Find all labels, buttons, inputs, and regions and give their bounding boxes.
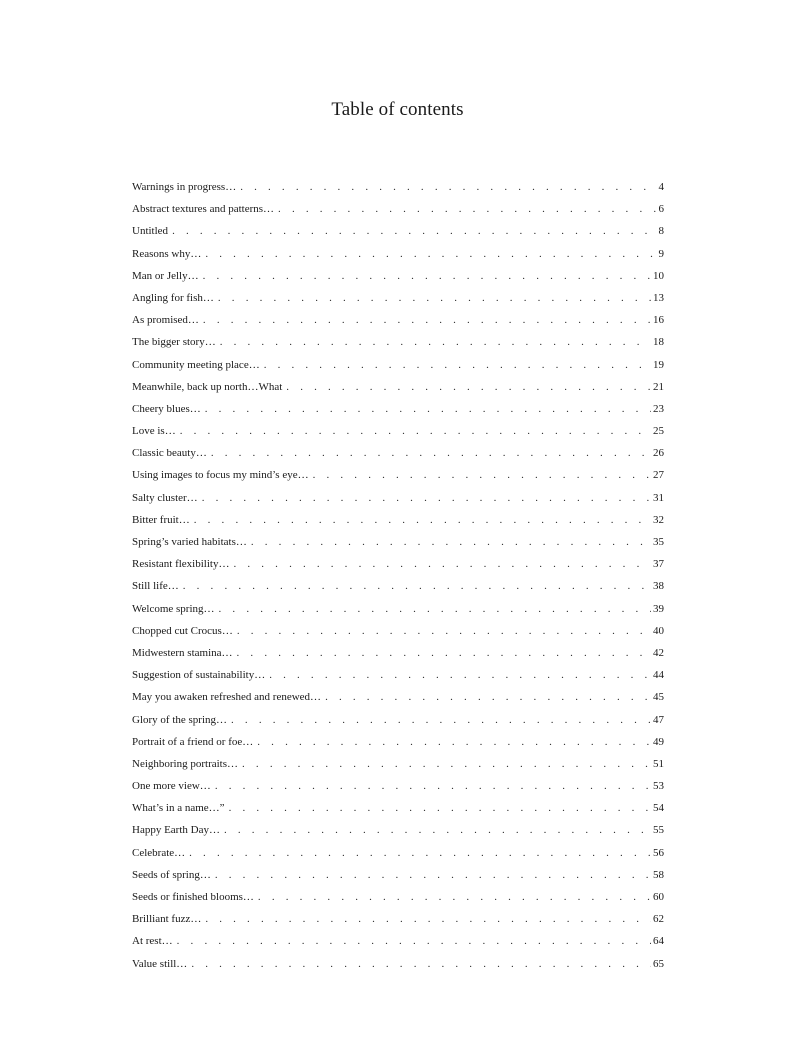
toc-entry-page-number: 18 xyxy=(653,336,664,349)
dot-leader xyxy=(224,819,651,841)
toc-entry[interactable] xyxy=(132,753,664,775)
toc-entry[interactable] xyxy=(132,198,664,220)
toc-entry-page-number: 42 xyxy=(653,646,664,659)
dot-leader xyxy=(189,842,651,864)
dot-leader xyxy=(313,464,651,486)
toc-entry-title: Community meeting place… xyxy=(132,358,260,371)
toc-entry-page-number: 23 xyxy=(653,402,664,415)
toc-entry[interactable] xyxy=(132,553,664,575)
dot-leader xyxy=(231,709,651,731)
dot-leader xyxy=(258,886,651,908)
toc-entry-title: Suggestion of sustainability… xyxy=(132,669,266,682)
toc-entry-page-number: 51 xyxy=(653,757,664,770)
toc-entry-page-number: 9 xyxy=(658,247,664,260)
toc-entry-page-number: 54 xyxy=(653,802,664,815)
toc-entry-title: May you awaken refreshed and renewed… xyxy=(132,691,322,704)
toc-entry-page-number: 58 xyxy=(653,868,664,881)
toc-entry-title: Spring’s varied habitats… xyxy=(132,536,247,548)
toc-entry-title: Seeds of spring… xyxy=(132,868,211,881)
toc-entry[interactable] xyxy=(132,354,664,376)
toc-entry-page-number: 8 xyxy=(658,225,664,238)
toc-entry-page-number: 13 xyxy=(653,291,664,304)
toc-entry[interactable] xyxy=(132,309,664,331)
dot-leader xyxy=(180,420,651,442)
toc-entry[interactable] xyxy=(132,220,664,242)
dot-leader xyxy=(191,953,651,975)
toc-entry-title: Reasons why… xyxy=(132,247,202,260)
toc-entry[interactable] xyxy=(132,664,664,686)
toc-entry[interactable] xyxy=(132,797,664,819)
toc-entry-page-number: 49 xyxy=(653,735,664,748)
toc-entry[interactable] xyxy=(132,243,664,265)
toc-entry-page-number: 56 xyxy=(653,846,664,859)
toc-entry-title: Salty cluster… xyxy=(132,491,198,504)
toc-entry[interactable] xyxy=(132,930,664,952)
toc-entry[interactable] xyxy=(132,331,664,353)
dot-leader xyxy=(205,398,651,420)
dot-leader xyxy=(286,376,651,398)
toc-entry-page-number: 31 xyxy=(653,491,664,504)
toc-entry-page-number: 21 xyxy=(653,380,664,393)
toc-entry-page-number: 27 xyxy=(653,469,664,482)
toc-entry[interactable] xyxy=(132,265,664,287)
dot-leader xyxy=(203,265,651,287)
dot-leader xyxy=(215,775,651,797)
toc-entry-title: Chopped cut Crocus… xyxy=(132,624,233,637)
toc-entry-page-number: 35 xyxy=(653,536,664,548)
toc-entry[interactable] xyxy=(132,287,664,309)
page-title: Table of contents xyxy=(331,99,464,120)
table-of-contents xyxy=(132,176,664,975)
toc-entry-page-number: 32 xyxy=(653,513,664,526)
dot-leader xyxy=(278,198,656,220)
dot-leader xyxy=(202,487,651,509)
toc-entry-page-number: 25 xyxy=(653,425,664,438)
toc-entry-title: Classic beauty… xyxy=(132,447,207,460)
dot-leader xyxy=(183,575,651,597)
toc-entry-page-number: 39 xyxy=(653,602,664,615)
toc-entry-title: Warnings in progress… xyxy=(132,181,237,193)
toc-entry-page-number: 60 xyxy=(653,891,664,903)
toc-entry-title: Meanwhile, back up north…What xyxy=(132,380,283,393)
toc-entry-title: Brilliant fuzz… xyxy=(132,913,202,926)
toc-entry-page-number: 53 xyxy=(653,780,664,793)
toc-entry-title: One more view… xyxy=(132,780,211,793)
toc-entry-page-number: 40 xyxy=(653,624,664,637)
toc-entry-title: Welcome spring… xyxy=(132,602,215,615)
toc-entry[interactable] xyxy=(132,731,664,753)
toc-entry-title: As promised… xyxy=(132,314,199,327)
toc-entry-page-number: 16 xyxy=(653,314,664,327)
dot-leader xyxy=(218,287,651,309)
toc-entry[interactable] xyxy=(132,598,664,620)
toc-entry-title: Happy Earth Day… xyxy=(132,824,220,837)
toc-entry-title: Glory of the spring… xyxy=(132,713,228,726)
toc-entry-title: Portrait of a friend or foe… xyxy=(132,735,254,748)
toc-entry[interactable] xyxy=(132,709,664,731)
toc-entry[interactable] xyxy=(132,886,664,908)
toc-entry[interactable] xyxy=(132,686,664,708)
toc-entry-page-number: 38 xyxy=(653,580,664,593)
toc-entry-page-number: 65 xyxy=(653,957,664,970)
dot-leader xyxy=(269,664,651,686)
dot-leader xyxy=(203,309,651,331)
toc-entry-title: Value still… xyxy=(132,957,188,970)
toc-entry[interactable] xyxy=(132,487,664,509)
toc-entry-page-number: 4 xyxy=(658,181,664,193)
toc-entry[interactable] xyxy=(132,531,664,553)
toc-entry-title: Untitled xyxy=(132,225,169,238)
toc-entry-title: Angling for fish… xyxy=(132,291,214,304)
toc-entry-title: Man or Jelly… xyxy=(132,269,199,282)
toc-entry-page-number: 6 xyxy=(658,203,664,216)
toc-entry-page-number: 19 xyxy=(653,358,664,371)
toc-entry-page-number: 62 xyxy=(653,913,664,926)
toc-entry[interactable] xyxy=(132,620,664,642)
toc-entry-title: At rest… xyxy=(132,935,173,948)
toc-entry[interactable] xyxy=(132,775,664,797)
toc-entry-page-number: 55 xyxy=(653,824,664,837)
toc-entry-title: What’s in a name…” xyxy=(132,802,225,815)
dot-leader xyxy=(205,908,651,930)
toc-entry[interactable] xyxy=(132,642,664,664)
toc-entry[interactable] xyxy=(132,819,664,841)
toc-entry-title: Still life… xyxy=(132,580,179,593)
toc-entry[interactable] xyxy=(132,509,664,531)
toc-entry-page-number: 47 xyxy=(653,713,664,726)
toc-entry[interactable] xyxy=(132,376,664,398)
toc-entry-page-number: 44 xyxy=(653,669,664,682)
dot-leader xyxy=(229,797,651,819)
toc-entry-page-number: 10 xyxy=(653,269,664,282)
toc-entry[interactable] xyxy=(132,908,664,930)
toc-entry-title: Resistant flexibility… xyxy=(132,558,230,571)
dot-leader xyxy=(172,220,656,242)
dot-leader xyxy=(251,531,651,553)
toc-entry[interactable] xyxy=(132,464,664,486)
dot-leader xyxy=(220,331,651,353)
dot-leader xyxy=(194,509,651,531)
dot-leader xyxy=(233,553,651,575)
toc-entry-title: The bigger story… xyxy=(132,336,216,349)
toc-entry-page-number: 64 xyxy=(653,935,664,948)
toc-entry-title: Bitter fruit… xyxy=(132,513,190,526)
dot-leader xyxy=(177,930,651,952)
toc-entry[interactable] xyxy=(132,575,664,597)
dot-leader xyxy=(325,686,651,708)
toc-entry[interactable] xyxy=(132,842,664,864)
dot-leader xyxy=(237,620,651,642)
dot-leader xyxy=(215,864,651,886)
dot-leader xyxy=(219,598,651,620)
toc-entry-page-number: 45 xyxy=(653,691,664,704)
toc-entry-title: Celebrate… xyxy=(132,846,186,859)
toc-entry-title: Love is… xyxy=(132,425,176,438)
toc-entry-title: Abstract textures and patterns… xyxy=(132,203,275,216)
dot-leader xyxy=(257,731,651,753)
toc-entry[interactable] xyxy=(132,953,664,975)
toc-entry-title: Cheery blues… xyxy=(132,402,201,415)
dot-leader xyxy=(264,354,651,376)
toc-entry[interactable] xyxy=(132,442,664,464)
toc-entry-page-number: 26 xyxy=(653,447,664,460)
toc-entry[interactable] xyxy=(132,176,664,198)
toc-entry-title: Neighboring portraits… xyxy=(132,757,239,770)
dot-leader xyxy=(240,176,656,198)
dot-leader xyxy=(205,243,656,265)
dot-leader xyxy=(211,442,651,464)
toc-entry-title: Midwestern stamina… xyxy=(132,646,233,659)
toc-entry[interactable] xyxy=(132,398,664,420)
toc-entry-page-number: 37 xyxy=(653,558,664,571)
toc-entry[interactable] xyxy=(132,420,664,442)
dot-leader xyxy=(242,753,651,775)
toc-entry[interactable] xyxy=(132,864,664,886)
toc-entry-title: Using images to focus my mind’s eye… xyxy=(132,469,309,482)
dot-leader xyxy=(237,642,651,664)
toc-entry-title: Seeds or finished blooms… xyxy=(132,891,254,903)
